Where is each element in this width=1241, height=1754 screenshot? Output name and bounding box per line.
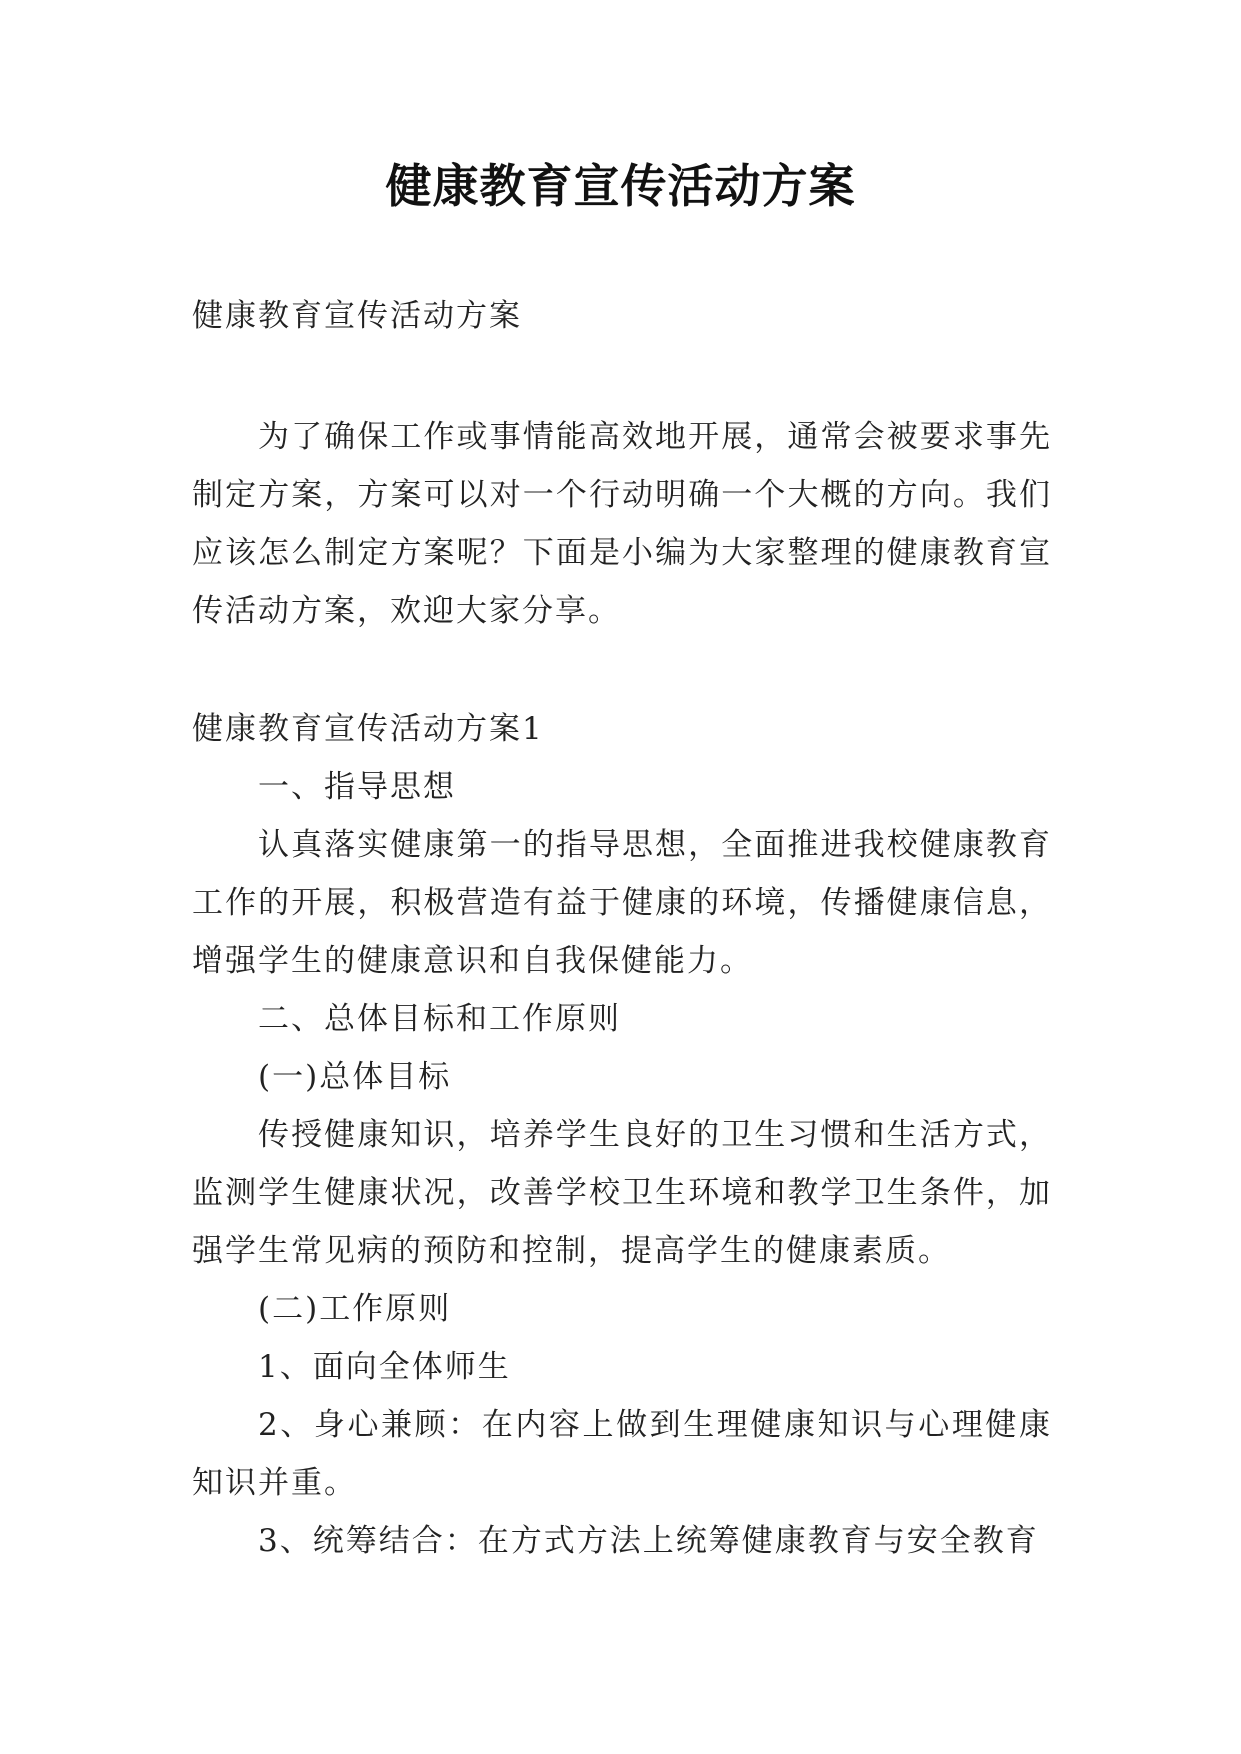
paragraph-overall-goal: 传授健康知识，培养学生良好的卫生习惯和生活方式，监测学生健康状况，改善学校卫生环境和教学卫生条件，加强学生常见病的预防和控制，提高学生的健康素质。: [192, 1117, 1052, 1269]
intro-paragraph: 为了确保工作或事情能高效地开展，通常会被要求事先制定方案，方案可以对一个行动明确一个大概的方向。我们应该怎么制定方案呢？下面是小编为大家整理的健康教育宣传活动方案，欢迎大家分享。: [192, 419, 1052, 629]
document-title: 健康教育宣传活动方案: [385, 159, 856, 213]
principle-item-2: 2、身心兼顾：在内容上做到生理健康知识与心理健康知识并重。: [192, 1407, 1052, 1501]
document-body: [192, 408, 1052, 1570]
heading-overall-goal: (一)总体目标: [258, 1059, 452, 1095]
section-title: 健康教育宣传活动方案1: [192, 711, 544, 747]
heading-work-principles: (二)工作原则: [258, 1291, 452, 1327]
principle-item-3: 3、统筹结合：在方式方法上统筹健康教育与安全教育: [258, 1523, 1039, 1559]
heading-goals-principles: 二、总体目标和工作原则: [258, 1001, 621, 1037]
paragraph-guiding-thought: 认真落实健康第一的指导思想，全面推进我校健康教育工作的开展，积极营造有益于健康的环境，传播健康信息，增强学生的健康意识和自我保健能力。: [192, 827, 1052, 979]
principle-item-1: 1、面向全体师生: [258, 1349, 511, 1385]
document-subtitle: 健康教育宣传活动方案: [192, 298, 522, 334]
heading-guiding-thought: 一、指导思想: [258, 769, 456, 805]
